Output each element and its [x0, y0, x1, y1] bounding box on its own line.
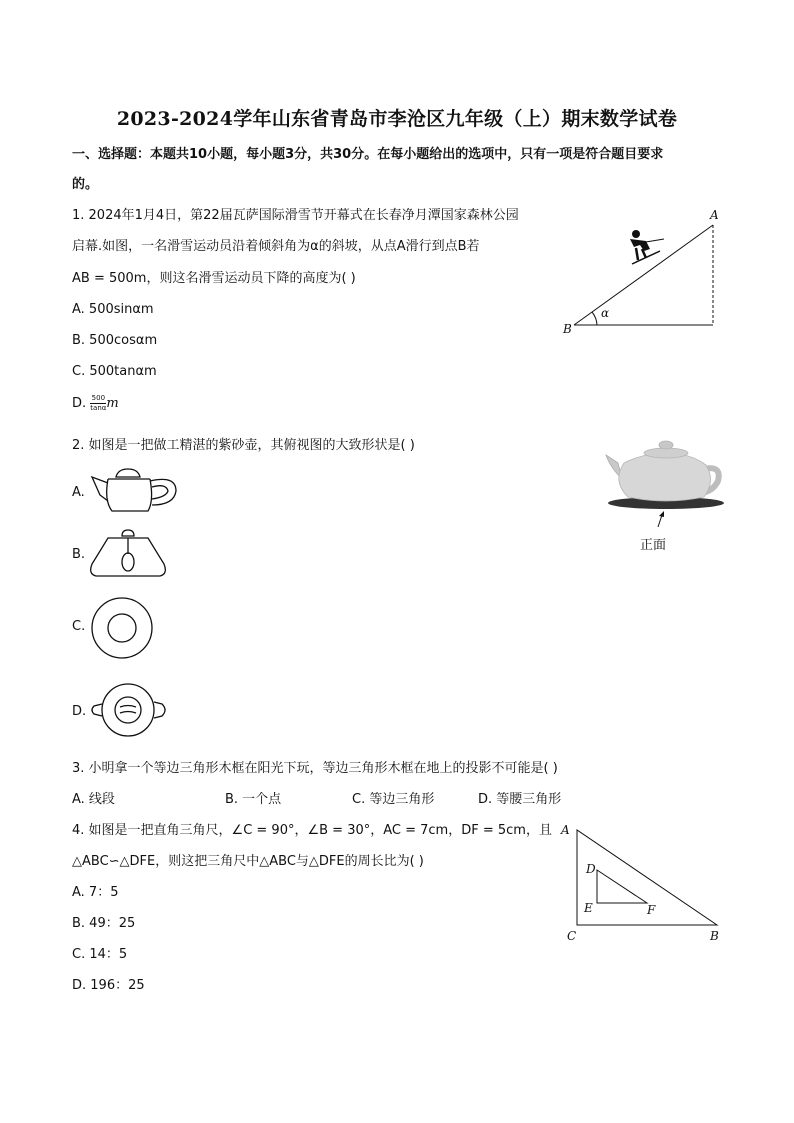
q1-option-d-prefix: D.	[72, 396, 87, 411]
q1-option-c: C. 500tanαm	[72, 364, 157, 379]
label-e: E	[584, 901, 593, 915]
label-f: F	[647, 903, 656, 917]
teapot-image	[600, 435, 730, 530]
q2-option-a-label: A.	[72, 485, 85, 500]
q3-option-d: D. 等腰三角形	[478, 792, 562, 807]
teapot-body	[619, 453, 711, 501]
q4-option-d: D. 196：25	[72, 978, 145, 993]
q4-option-a: A. 7：5	[72, 885, 119, 900]
label-b: B	[563, 322, 572, 336]
q4-set-square-figure	[555, 820, 730, 945]
slope-line	[574, 225, 713, 325]
label-alpha: α	[601, 306, 610, 320]
label-b: B	[710, 929, 719, 943]
q1-stem-line1: 1. 2024年1月4日，第22届瓦萨国际滑雪节开幕式在长春净月潭国家森林公园	[72, 208, 519, 223]
q3-option-c: C. 等边三角形	[352, 792, 435, 807]
q1-slope-figure	[560, 205, 730, 340]
q4-stem-line1: 4. 如图是一把直角三角尺，∠C = 90°，∠B = 30°，AC = 7cm，DF = 5cm，且	[72, 823, 552, 838]
label-a: A	[710, 208, 719, 222]
q1-option-d-fraction	[90, 394, 106, 413]
label-c: C	[567, 929, 577, 943]
q1-option-d-numerator: 500	[91, 394, 106, 402]
q1-option-b: B. 500cosαm	[72, 333, 158, 348]
q1-option-d	[72, 394, 119, 413]
q1-option-d-denominator: tanα	[90, 404, 107, 412]
teapot-lid	[644, 448, 688, 458]
front-arrow	[658, 515, 662, 527]
q1-stem-line2: 启幕.如图，一名滑雪运动员沿着倾斜角为α的斜坡，从点A滑行到点B若	[72, 239, 480, 254]
q2-option-b-figure	[88, 526, 178, 581]
front-label: 正面	[640, 538, 667, 553]
q1-option-a: A. 500sinαm	[72, 302, 154, 317]
q2-stem: 2. 如图是一把做工精湛的紫砂壶，其俯视图的大致形状是( )	[72, 438, 415, 453]
teapot-knob	[659, 441, 673, 449]
q4-stem-line2: △ABC∽△DFE，则这把三角尺中△ABC与△DFE的周长比为( )	[72, 854, 424, 869]
q1-option-d-unit: m	[106, 396, 119, 411]
page-title: 2023-2024学年山东省青岛市李沧区九年级（上）期末数学试卷	[116, 108, 678, 130]
inner-triangle-dfe	[597, 870, 647, 903]
q4-option-c: C. 14：5	[72, 947, 128, 962]
section-heading: 一、选择题：本题共10小题，每小题3分，共30分。在每小题给出的选项中，只有一项是符合题目要求	[72, 147, 664, 162]
q4-option-b: B. 49：25	[72, 916, 136, 931]
skier-icon	[630, 230, 664, 264]
q1-stem-line3: AB = 500m，则这名滑雪运动员下降的高度为( )	[72, 271, 356, 286]
q2-option-d-label: D.	[72, 704, 87, 719]
label-a: A	[561, 823, 570, 837]
q2-option-c-label: C.	[72, 619, 86, 634]
q2-option-b-label: B.	[72, 547, 86, 562]
q2-option-a-figure	[88, 465, 183, 520]
q2-option-d-figure	[90, 678, 170, 743]
q3-option-a: A. 线段	[72, 792, 115, 807]
angle-arc	[592, 312, 597, 325]
q3-stem: 3. 小明拿一个等边三角形木框在阳光下玩，等边三角形木框在地上的投影不可能是( )	[72, 761, 558, 776]
label-d: D	[586, 862, 596, 876]
section-heading-cont: 的。	[72, 177, 99, 192]
front-arrow-head	[659, 511, 664, 517]
q2-option-c-figure	[90, 596, 155, 661]
q3-option-b: B. 一个点	[225, 792, 282, 807]
